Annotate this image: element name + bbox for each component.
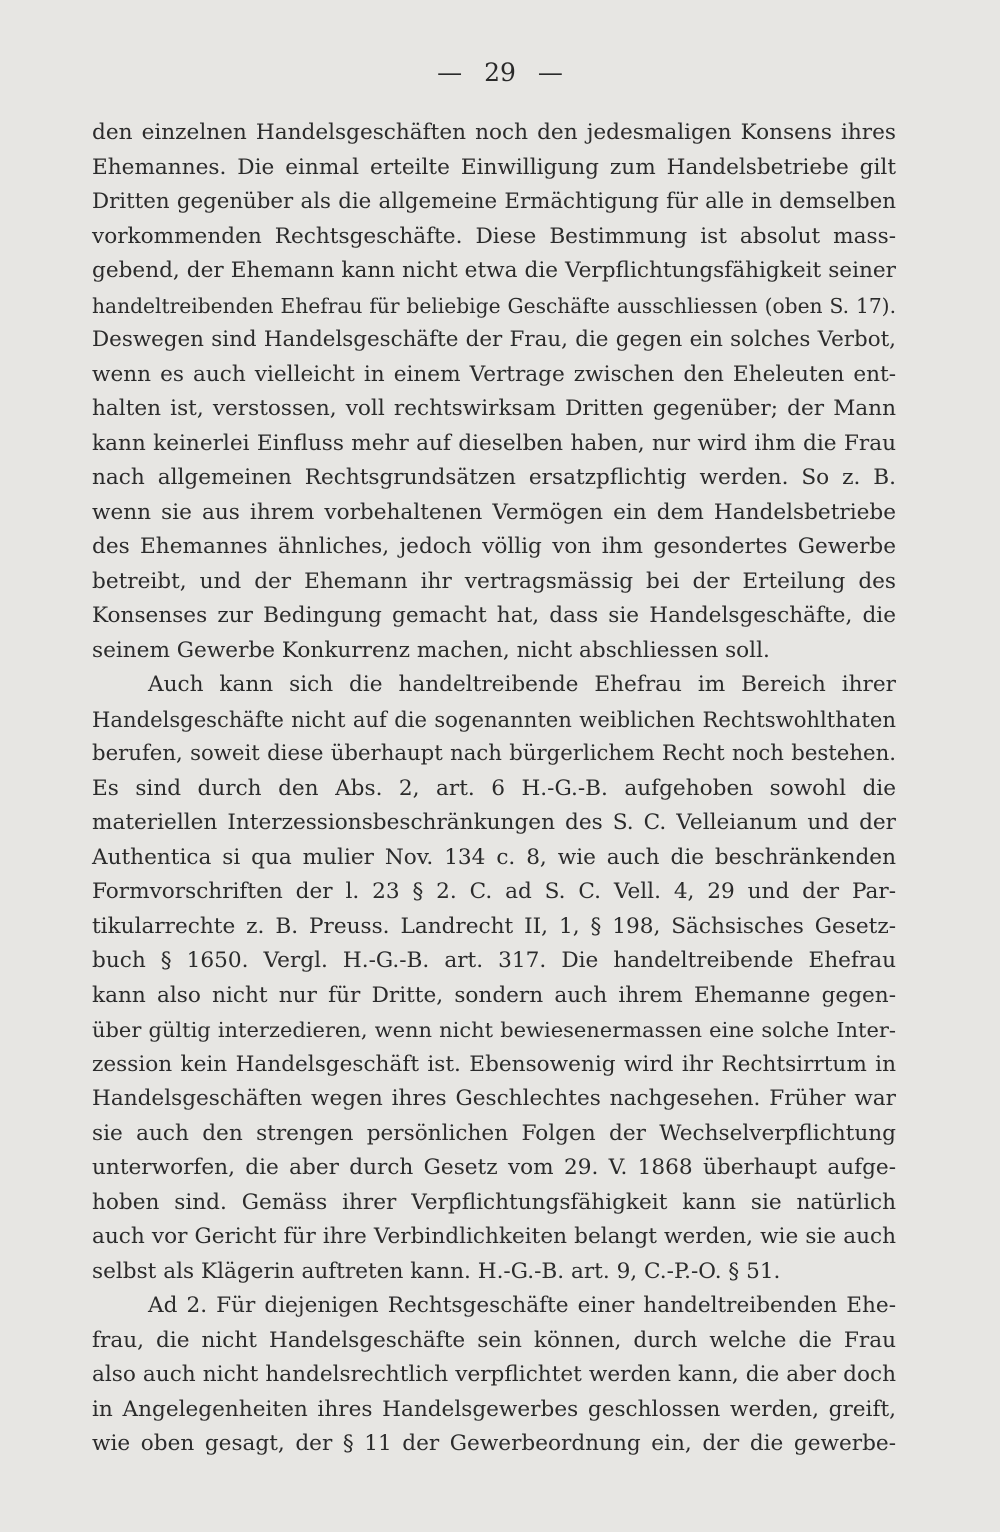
text-line: kann also nicht nur für Dritte, sondern auch ihrem Ehemanne gegen- <box>92 982 896 1008</box>
text-line: sie auch den strengen persönlichen Folgen der Wechselverpflichtung <box>92 1120 896 1146</box>
text-line: Auch kann sich die handeltreibende Ehefrau im Bereich ihrer <box>148 672 896 697</box>
text-line: Authentica si qua mulier Nov. 134 c. 8, wie auch die beschränkenden <box>92 844 896 870</box>
text-line: buch § 1650. Vergl. H.-G.-B. art. 317. Die handeltreibende Ehefrau <box>92 948 896 973</box>
text-line: wenn es auch vielleicht in einem Vertrage zwischen den Eheleuten ent- <box>92 361 896 387</box>
text-line: kann keinerlei Einfluss mehr auf dieselben haben, nur wird ihm die Frau <box>92 430 896 456</box>
text-line: wie oben gesagt, der § 11 der Gewerbeordnung ein, der die gewerbe- <box>92 1431 896 1456</box>
text-line: handeltreibenden Ehefrau für beliebige Geschäfte ausschliessen (oben S. 17). <box>92 293 896 318</box>
text-line: wenn sie aus ihrem vorbehaltenen Vermögen ein dem Handelsbetriebe <box>92 499 896 525</box>
text-line: frau, die nicht Handelsgeschäfte sein können, durch welche die Frau <box>92 1327 896 1353</box>
text-line: auch vor Gericht für ihre Verbindlichkeiten belangt werden, wie sie auch <box>92 1224 896 1249</box>
text-line: über gültig interzedieren, wenn nicht bewiesenermassen eine solche Inter- <box>92 1018 896 1042</box>
text-line: des Ehemannes ähnliches, jedoch völlig von ihm gesondertes Gewerbe <box>92 534 896 559</box>
paragraph-1 <box>92 116 896 668</box>
text-line: Handelsgeschäfte nicht auf die sogenannten weiblichen Rechtswohlthaten <box>92 706 896 732</box>
text-line: unterworfen, die aber durch Gesetz vom 29. V. 1868 überhaupt aufge- <box>92 1155 896 1180</box>
text-line: in Angelegenheiten ihres Handelsgewerbes geschlossen werden, greift, <box>92 1396 896 1422</box>
text-line: seinem Gewerbe Konkurrenz machen, nicht abschliessen soll. <box>92 637 770 663</box>
page-number: — 29 — <box>437 58 563 87</box>
text-line: gebend, der Ehemann kann nicht etwa die Verpflichtungsfähigkeit seiner <box>92 258 896 283</box>
text-line: also auch nicht handelsrechtlich verpflichtet werden kann, die aber doch <box>92 1362 896 1387</box>
paragraph-2 <box>92 668 896 1289</box>
text-line: Handelsgeschäften wegen ihres Geschlechtes nachgesehen. Früher war <box>92 1086 896 1111</box>
text-line: Ad 2. Für diejenigen Rechtsgeschäfte einer handeltreibenden Ehe- <box>148 1293 896 1318</box>
text-line: Ehemannes. Die einmal erteilte Einwilligung zum Handelsbetriebe gilt <box>92 154 896 180</box>
text-line: halten ist, verstossen, voll rechtswirksam Dritten gegenüber; der Mann <box>92 396 896 421</box>
text-line: hoben sind. Gemäss ihrer Verpflichtungsfähigkeit kann sie natürlich <box>92 1189 896 1215</box>
text-line: Dritten gegenüber als die allgemeine Ermächtigung für alle in demselben <box>92 189 896 214</box>
body-text <box>92 116 896 1462</box>
text-line: berufen, soweit diese überhaupt nach bürgerlichem Recht noch bestehen. <box>92 741 896 766</box>
text-line: Formvorschriften der l. 23 § 2. C. ad S. C. Vell. 4, 29 und der Par- <box>92 879 896 904</box>
text-line: materiellen Interzessionsbeschränkungen des S. C. Velleianum und der <box>92 810 896 835</box>
text-line: Es sind durch den Abs. 2, art. 6 H.-G.-B. aufgehoben sowohl die <box>92 775 896 801</box>
text-line: betreibt, und der Ehemann ihr vertragsmässig bei der Erteilung des <box>92 568 896 594</box>
text-line: den einzelnen Handelsgeschäften noch den jedesmaligen Konsens ihres <box>92 120 896 145</box>
text-line: tikularrechte z. B. Preuss. Landrecht II, 1, § 198, Sächsisches Gesetz- <box>92 913 896 939</box>
text-line: vorkommenden Rechtsgeschäfte. Diese Bestimmung ist absolut mass- <box>92 223 896 249</box>
text-line: Konsenses zur Bedingung gemacht hat, dass sie Handelsgeschäfte, die <box>92 603 896 628</box>
text-line: zession kein Handelsgeschäft ist. Ebensowenig wird ihr Rechtsirrtum in <box>92 1051 896 1077</box>
text-line: Deswegen sind Handelsgeschäfte der Frau, die gegen ein solches Verbot, <box>92 327 896 352</box>
paragraph-3 <box>92 1289 896 1462</box>
text-line: selbst als Klägerin auftreten kann. H.-G.-B. art. 9, C.-P.-O. § 51. <box>92 1258 781 1284</box>
text-line: nach allgemeinen Rechtsgrundsätzen ersatzpflichtig werden. So z. B. <box>92 465 896 490</box>
